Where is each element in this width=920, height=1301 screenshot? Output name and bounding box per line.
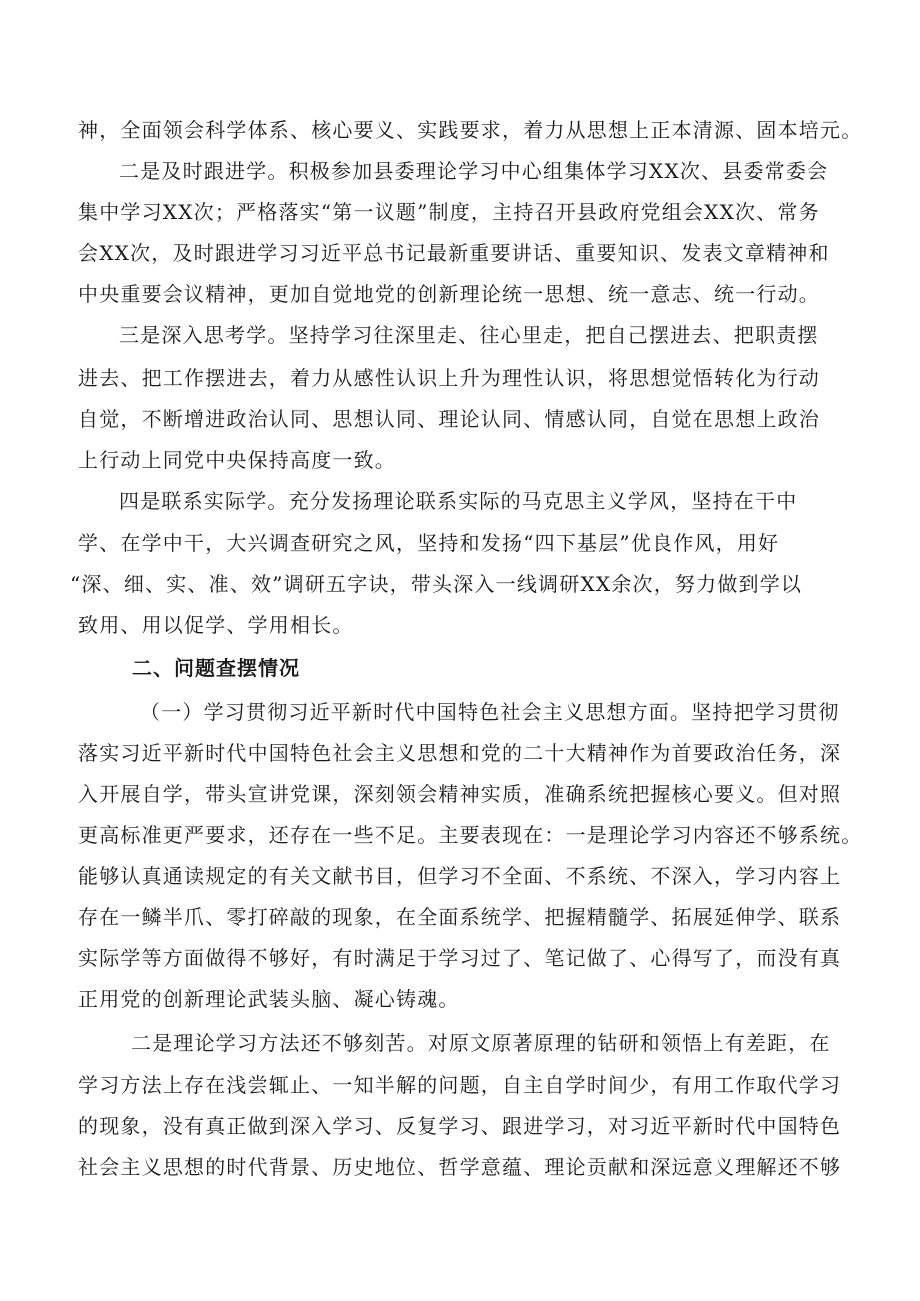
section-heading: 二、问题查摆情况 — [132, 656, 300, 680]
text-line: 三是深入思考学。坚持学习往深里走、往心里走，把自己摆进去、把职责摆 — [119, 323, 819, 347]
text-line: 更高标准更严要求，还存在一些不足。主要表现在：一是理论学习内容还不够系统。 — [78, 823, 863, 847]
text-line: 会XX次，及时跟进学习习近平总书记最新重要讲话、重要知识、发表文章精神和 — [78, 241, 830, 265]
text-line: （一）学习贯彻习近平新时代中国特色社会主义思想方面。坚持把学习贯彻 — [140, 700, 840, 724]
text-line: 正用党的创新理论武装头脑、凝心铸魂。 — [78, 987, 460, 1011]
text-line: 能够认真通读规定的有关文献书目，但学习不全面、不系统、不深入，学习内容上 — [78, 864, 842, 888]
text-line: 落实习近平新时代中国特色社会主义思想和党的二十大精神作为首要政治任务，深 — [78, 741, 842, 765]
text-line: 集中学习XX次；严格落实“第一议题”制度，主持召开县政府党组会XX次、常务 — [78, 200, 820, 224]
text-line: 进去、把工作摆进去，着力从感性认识上升为理性认识，将思想觉悟转化为行动 — [78, 366, 820, 390]
text-line: “深、细、实、准、效”调研五字诀，带头深入一线调研XX余次，努力做到学以 — [70, 572, 803, 596]
text-line: 实际学等方面做得不够好，有时满足于学习过了、笔记做了、心得写了，而没有真 — [78, 946, 842, 970]
text-line: 上行动上同党中央保持高度一致。 — [78, 448, 396, 472]
text-line: 自觉，不断增进政治认同、思想认同、理论认同、情感认同，自觉在思想上政治 — [78, 407, 820, 431]
text-line: 致用、用以促学、学用相长。 — [78, 613, 354, 637]
text-line: 四是联系实际学。充分发扬理论联系实际的马克思主义学风，坚持在干中 — [119, 489, 798, 513]
text-line: 神，全面领会科学体系、核心要义、实践要求，着力从思想上正本清源、固本培元。 — [78, 118, 863, 142]
text-line: 存在一鳞半爪、零打碎敲的现象，在全面系统学、把握精髓学、拓展延伸学、联系 — [78, 905, 842, 929]
text-line: 二是理论学习方法还不够刻苦。对原文原著原理的钻研和领悟上有差距，在 — [131, 1031, 831, 1055]
text-line: 入开展自学，带头宣讲党课，深刻领会精神实质，准确系统把握核心要义。但对照 — [78, 782, 842, 806]
text-line: 社会主义思想的时代背景、历史地位、哲学意蕴、理论贡献和深远意义理解还不够 — [78, 1155, 842, 1179]
text-line: 二是及时跟进学。积极参加县委理论学习中心组集体学习XX次、县委常委会 — [119, 159, 829, 183]
text-line: 学习方法上存在浅尝辄止、一知半解的问题，自主自学时间少，有用工作取代学习 — [78, 1073, 842, 1097]
text-line: 中央重要会议精神，更加自觉地党的创新理论统一思想、统一意志、统一行动。 — [78, 282, 820, 306]
text-line: 学、在学中干，大兴调查研究之风，坚持和发扬“四下基层”优良作风，用好 — [78, 531, 780, 555]
text-line: 的现象，没有真正做到深入学习、反复学习、跟进学习，对习近平新时代中国特色 — [78, 1114, 842, 1138]
